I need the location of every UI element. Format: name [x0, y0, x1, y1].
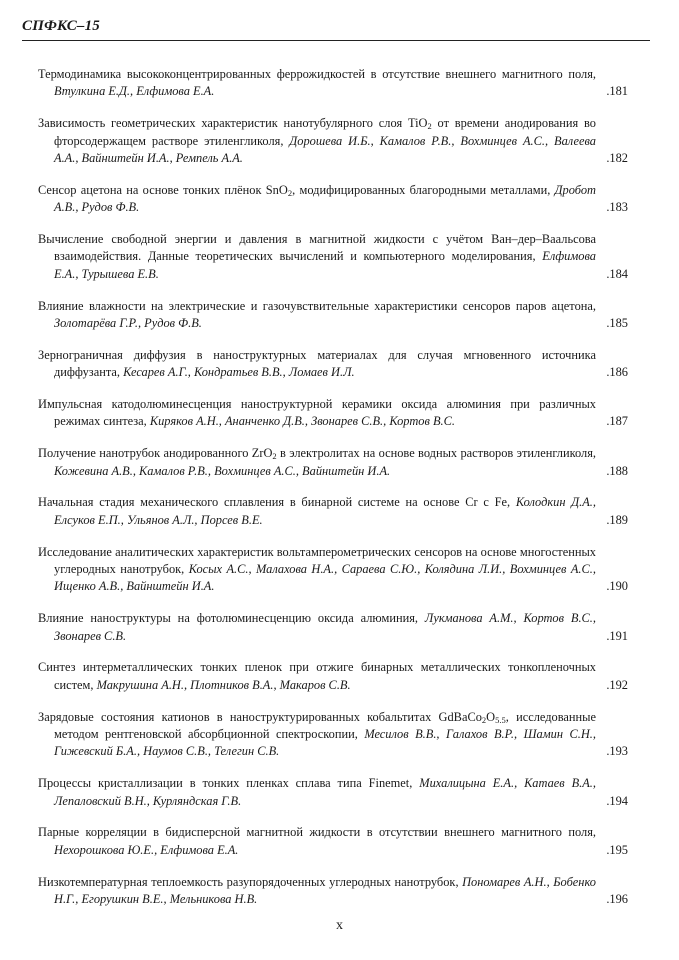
- running-header: [22, 16, 650, 41]
- entry-authors: Дробот А.В., Рудов Ф.В.: [54, 182, 596, 215]
- entry-page: .196: [606, 892, 628, 907]
- entry-authors: Киряков А.Н., Ананченко Д.В., Звонарев С.В., Кортов В.С.: [149, 414, 455, 429]
- entry-title: Влияние влажности на электрические и газочувствительные характеристики сенсоров паров ацетона,: [38, 298, 596, 313]
- entry-title: Термодинамика высококонцентрированных феррожидкостей в отсутствие внешнего магнитного поля,: [38, 67, 596, 81]
- entry-title: Импульсная катодолюминесценция наноструктурной керамики оксида алюминия при различных режимах синтеза,: [38, 397, 596, 429]
- entry-title: Вычисление свободной энергии и давления в магнитной жидкости с учётом Ван–дер–Ваальсова взаимодействия. Данные теоретических вычислений и компьютерного моделирования,: [38, 232, 596, 264]
- entry-page: .184: [606, 266, 628, 281]
- toc-entry: [38, 610, 626, 645]
- entry-page: .194: [606, 793, 628, 808]
- entry-title: Исследование аналитических характеристик вольтамперометрических сенсоров на основе многостенных углеродных нанотрубок,: [38, 544, 596, 577]
- toc-entry: [38, 824, 626, 859]
- entry-authors: Лукманова А.М., Кортов В.С., Звонарев С.В.: [54, 611, 596, 643]
- entry-title: Зарядовые состояния катионов в наноструктурированных кобальтитах $GdBaCo_2O_{5.5}$, исследованные методом рентгеновской абсорбционной спектроскопии,: [38, 709, 596, 742]
- toc-entry: [38, 659, 626, 694]
- toc-entry: [38, 298, 626, 333]
- entry-authors: Месилов В.В., Галахов В.Р., Шамин С.Н., Гижевский Б.А., Наумов С.В., Телегин С.В.: [54, 727, 596, 759]
- toc-entry: [38, 544, 626, 596]
- entry-authors: Михалицына Е.А., Катаев В.А., Лепаловский В.Н., Курляндская Г.В.: [54, 776, 597, 808]
- entry-page: .189: [606, 512, 628, 527]
- entry-authors: Пономарев А.Н., Бобенко Н.Г., Егорушкин В.Е., Мельникова Н.В.: [54, 874, 596, 907]
- entry-authors: Косых А.С., Малахова Н.А., Сараева С.Ю., Колядина Л.И., Вохминцев А.С., Ищенко А.В., Вайнштейн И.А.: [54, 562, 596, 594]
- entry-page: .183: [606, 200, 628, 215]
- entry-page: .186: [606, 365, 628, 380]
- toc-entry: [38, 445, 626, 480]
- entry-page: .193: [606, 744, 628, 759]
- toc-entry: [38, 775, 626, 810]
- entry-title: Зависимость геометрических характеристик нанотубулярного слоя TiO$_2$ от времени анодирования во фторсодержащем растворе этиленгликоля,: [38, 116, 596, 148]
- toc-entry: [38, 347, 626, 382]
- toc-entry: [38, 709, 626, 761]
- entry-authors: Втулкина Е.Д., Елфимова Е.А.: [54, 84, 215, 99]
- entry-page: .190: [606, 579, 628, 594]
- entry-title: Зернограничная диффузия в наноструктурных материалах для случая мгновенного источника диффузанта,: [38, 347, 596, 380]
- entry-title: Процессы кристаллизации в тонких пленках сплава типа Finemet,: [38, 776, 413, 791]
- entry-authors: Кесарев А.Г., Кондратьев В.В., Ломаев И.Л.: [123, 365, 355, 380]
- entry-authors: Колодкин Д.А., Елсуков Е.П., Ульянов А.Л., Порсев В.Е.: [54, 495, 596, 527]
- entry-page: .181: [606, 84, 628, 99]
- entry-page: .195: [606, 842, 628, 857]
- entry-title: Начальная стадия механического сплавления в бинарной системе на основе Cr с Fe,: [38, 495, 511, 510]
- entry-authors: Макрушина А.Н., Плотников В.А., Макаров С.В.: [96, 677, 351, 692]
- entry-page: .187: [606, 414, 628, 429]
- entry-authors: Нехорошкова Ю.Е., Елфимова Е.А.: [54, 842, 239, 857]
- entry-page: .191: [606, 628, 628, 643]
- entry-page: .182: [606, 151, 628, 166]
- entry-title: Парные корреляции в бидисперсной магнитной жидкости в отсутствии внешнего магнитного поля,: [38, 825, 596, 840]
- entry-page: .188: [606, 463, 628, 478]
- toc-entry: [38, 182, 626, 217]
- entry-page: .185: [606, 316, 628, 331]
- page-number: x: [336, 918, 343, 933]
- entry-title: Синтез интерметаллических тонких пленок при отжиге бинарных металлических тонкопленочных систем,: [38, 660, 596, 692]
- toc-entry: [38, 494, 626, 529]
- header-title: СПФКС–15: [22, 18, 100, 34]
- toc-entry: [38, 231, 626, 283]
- toc-entry: [38, 874, 626, 909]
- entry-title: Получение нанотрубок анодированного ZrO$_2$ в электролитах на основе водных растворов этиленгликоля,: [38, 446, 596, 462]
- entry-authors: Дорошева И.Б., Камалов Р.В., Вохминцев А.С., Валеева А.А., Вайнштейн И.А., Ремпель А.А.: [54, 133, 596, 166]
- entry-title: Влияние наноструктуры на фотолюминесценцию оксида алюминия,: [38, 611, 419, 626]
- entry-page: .192: [606, 677, 628, 692]
- entry-authors: Золотарёва Г.Р., Рудов Ф.В.: [54, 316, 202, 331]
- entry-title: Низкотемпературная теплоемкость разупорядоченных углеродных нанотрубок,: [38, 874, 459, 889]
- entry-title: Сенсор ацетона на основе тонких плёнок SnO$_2$, модифицированных благородными металлами,: [38, 182, 551, 198]
- table-of-contents: [38, 66, 626, 923]
- toc-entry: [38, 396, 626, 431]
- entry-authors: Кожевина А.В., Камалов Р.В., Вохминцев А.С., Вайнштейн И.А.: [54, 463, 391, 478]
- entry-authors: Елфимова Е.А., Турышева Е.В.: [54, 249, 596, 281]
- toc-entry: [38, 115, 626, 167]
- toc-entry: [38, 66, 626, 101]
